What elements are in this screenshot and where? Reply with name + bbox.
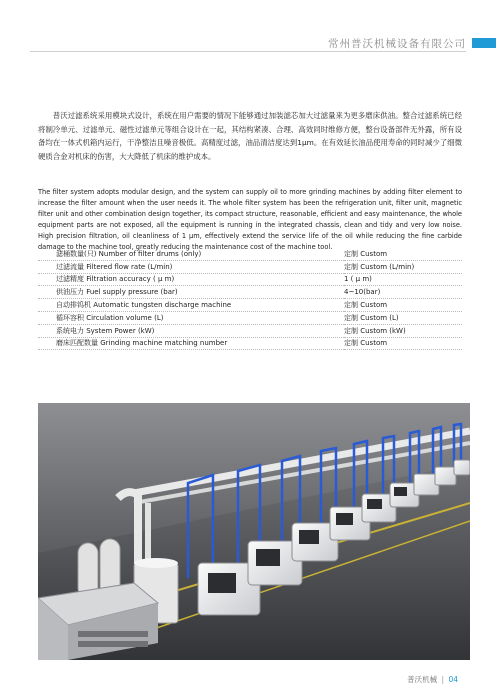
spec-label: 滤桶数量(只) Number of filter drums (only)	[38, 248, 344, 260]
spec-label: 过滤精度 Filtration accuracy ( μ m)	[38, 273, 344, 286]
chinese-description: 普沃过滤系统采用模块式设计，系统在用户需要的情况下能够通过加装滤芯加大过滤量来为更多磨床供油。整合过滤系统已经将制冷单元、过滤单元、磁性过滤单元等组合设计在一起，其结构紧凑、合理、高效同时维修方便，整台设备部件无外露，所有设备均在一体式机箱内运行，干净整洁且噪音极低。高精度过滤，油品清洁度达到1μm。在有效延长油品使用寿命的同时减少了细微硬质合金对机床的伤害，大大降低了机床的维护成本。	[38, 111, 462, 161]
spec-label: 自动排钨机 Automatic tungsten discharge machine	[38, 299, 344, 312]
table-row	[38, 273, 462, 286]
page-number: 04	[448, 675, 458, 684]
spec-label: 系统电力 System Power (kW)	[38, 324, 344, 337]
spec-label: 循环容积 Circulation volume (L)	[38, 311, 344, 324]
spec-value: 定制 Custom	[344, 248, 462, 260]
spec-value: 定制 Custom (kW)	[344, 324, 462, 337]
spec-label: 供油压力 Fuel supply pressure (bar)	[38, 286, 344, 299]
footer-separator: |	[441, 675, 445, 684]
footer	[407, 674, 458, 685]
table-row	[38, 299, 462, 312]
header-divider	[30, 51, 466, 52]
spec-value: 定制 Custom	[344, 337, 462, 350]
header-company-name: 常州普沃机械设备有限公司	[328, 38, 466, 50]
english-description: The filter system adopts modular design, and the system can supply oil to more grinding machines by adding filter element to increase the filter amount when the user needs it. The whole filter system has been the refrigeration unit, filter unit, magnetic filter unit and other combination design together, its compact structure, reasonable, efficient and easy maintenance, the whole equipment parts are not exposed, all the equipment is running in the integrated chassis, clean and tidy and very low noise. High precision filtration, oil cleanliness of 1 μm, effectively extend the service life of the oil while reducing the fine carbide damage to the machine tool, greatly reducing the maintenance cost of the machine tool.	[38, 188, 462, 251]
spec-label: 磨床匹配数量 Grinding machine matching number	[38, 337, 344, 350]
footer-brand: 普沃机械	[407, 675, 438, 684]
header-accent-bar	[472, 38, 496, 48]
table-row	[38, 248, 462, 260]
table-row	[38, 311, 462, 324]
factory-render-image	[38, 403, 470, 660]
table-row	[38, 324, 462, 337]
table-row	[38, 260, 462, 273]
spec-value: 定制 Custom (L/min)	[344, 260, 462, 273]
table-row	[38, 337, 462, 350]
spec-table	[38, 248, 462, 350]
table-row	[38, 286, 462, 299]
spec-label: 过滤流量 Filtered flow rate (L/min)	[38, 260, 344, 273]
spec-value: 定制 Custom	[344, 299, 462, 312]
spec-value: 4~10(bar)	[344, 286, 462, 299]
spec-value: 1 ( μ m)	[344, 273, 462, 286]
spec-value: 定制 Custom (L)	[344, 311, 462, 324]
